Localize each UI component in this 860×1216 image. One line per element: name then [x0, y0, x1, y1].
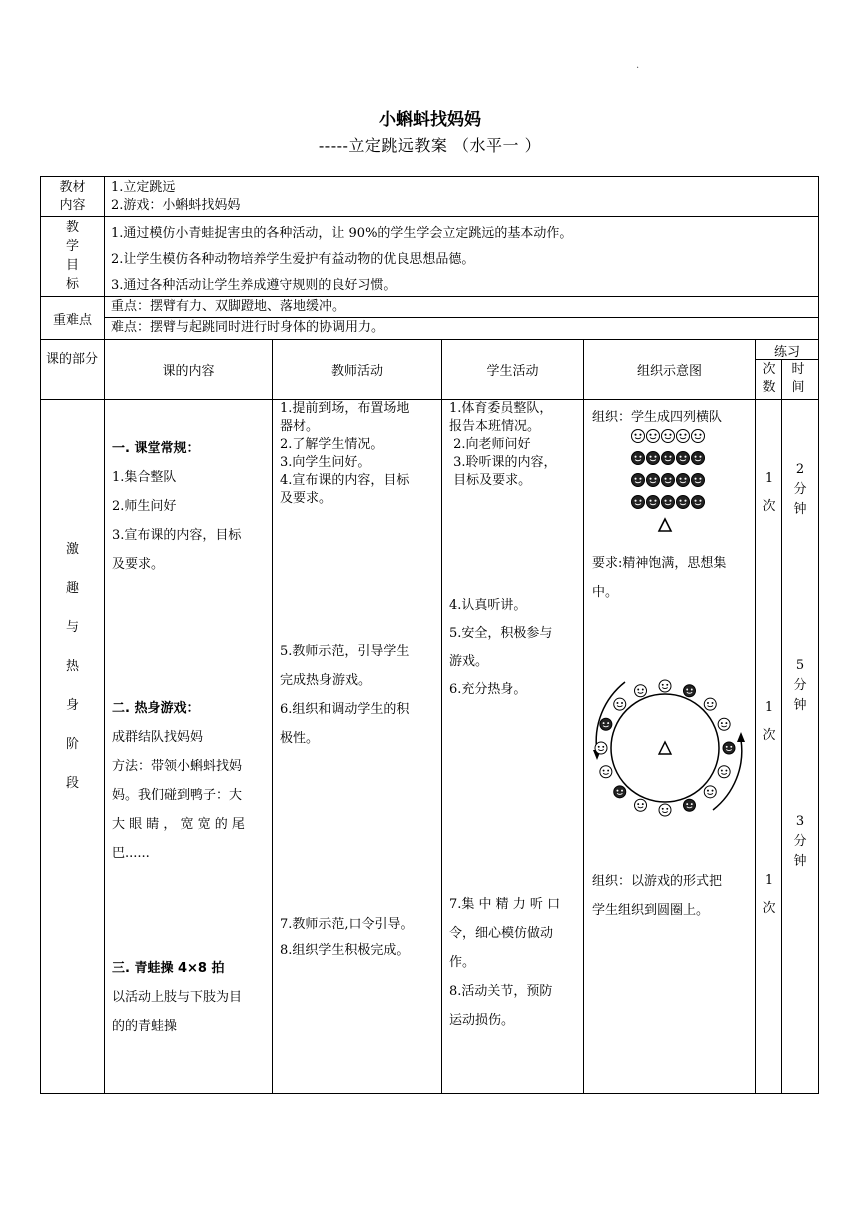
key-point: 重点：摆臂有力、双脚蹬地、落地缓冲。: [111, 299, 346, 314]
text-line: 方法：带领小蝌蚪找妈: [112, 759, 243, 774]
key-label: 重难点: [52, 313, 92, 328]
game-circle: [611, 694, 719, 802]
list-item: 2.游戏：小蝌蚪找妈妈: [111, 198, 241, 213]
text-line: 妈。我们碰到鸭子：大: [112, 788, 243, 803]
student-face-icon: [614, 698, 626, 710]
text-line: 的的青蛙操: [112, 1019, 178, 1034]
section-label: 激 趣 与 热 身 阶 段: [65, 542, 79, 791]
student-face-icon: [683, 799, 695, 811]
student-face-icon: [662, 474, 675, 487]
student-face-icon: [632, 452, 645, 465]
student-face-icon: [723, 742, 735, 754]
teacher-activities-3: 7.教师示范,口令引导。 8.组织学生积极完成。: [280, 917, 414, 958]
times-3: 1 次: [762, 873, 776, 916]
student-activities-3: 7.集 中 精 力 听 口 令，细心模仿做动 作。 8.活动关节，预防 运动损伤。: [449, 897, 561, 1028]
student-face-icon: [677, 452, 690, 465]
list-item: 2.师生问好: [112, 499, 177, 514]
student-face-icon: [659, 680, 671, 692]
student-face-icon: [632, 430, 645, 443]
student-face-icon: [647, 496, 660, 509]
page-subtitle: -----立定跳远教案 （水平一 ）: [318, 136, 542, 155]
student-face-icon: [692, 430, 705, 443]
student-face-icon: [677, 474, 690, 487]
student-face-icon: [704, 698, 716, 710]
diagram-requirement: 要求:精神饱满，思想集 中。: [592, 556, 727, 600]
text-line: 大 眼 睛 ， 宽 宽 的 尾: [112, 817, 245, 832]
student-face-icon: [692, 452, 705, 465]
student-face-icon: [632, 496, 645, 509]
student-face-icon: [635, 799, 647, 811]
student-face-icon: [692, 474, 705, 487]
teacher-triangle-icon: [659, 519, 671, 531]
content-section-3: [112, 954, 270, 1041]
diagram-org-1: 组织：学生成四列横队: [592, 410, 723, 425]
student-face-icon: [662, 452, 675, 465]
student-face-icon: [718, 766, 730, 778]
list-item: 1.通过模仿小青蛙捉害虫的各种活动，让 90%的学生学会立定跳远的基本动作。: [111, 226, 573, 241]
student-face-icon: [662, 496, 675, 509]
teacher-activities-2: 5.教师示范，引导学生 完成热身游戏。 6.组织和调动学生的积 极性。: [280, 644, 410, 746]
formation-diagram: [625, 425, 711, 537]
student-face-icon: [718, 718, 730, 730]
arrow-head-icon: [737, 732, 745, 742]
page-title: 小蝌蚪找妈妈: [379, 110, 481, 130]
header-teacher: 教师活动: [330, 364, 383, 379]
material-label: 教材 内容: [59, 180, 86, 213]
student-face-icon: [662, 430, 675, 443]
content-section-1: [112, 434, 270, 579]
header-diagram: 组织示意图: [636, 364, 702, 379]
circle-game-diagram: [585, 670, 755, 820]
student-face-icon: [647, 430, 660, 443]
teacher-triangle-icon: [659, 742, 671, 754]
section-title: 二. 热身游戏：: [112, 701, 200, 716]
duration-3: 3 分 钟: [793, 814, 807, 869]
list-item: 1.集合整队: [112, 470, 177, 485]
student-face-icon: [692, 496, 705, 509]
section-title: 一. 课堂常规：: [112, 441, 200, 456]
header-times: 次数: [762, 362, 776, 395]
text-line: 巴......: [112, 846, 150, 861]
student-face-icon: [659, 804, 671, 816]
material-items: [111, 179, 240, 215]
student-face-icon: [647, 452, 660, 465]
list-item: 3.宣布课的内容，目标: [112, 528, 242, 543]
header-practice: 练习: [773, 345, 800, 360]
header-student: 学生活动: [486, 364, 539, 379]
student-face-icon: [647, 474, 660, 487]
student-face-icon: [600, 718, 612, 730]
teacher-activities-1: 1.提前到场，布置场地 器材。 2.了解学生情况。 3.向学生问好。 4.宣布课的内容，目标 及要求。: [280, 401, 410, 506]
content-section-2: [112, 694, 270, 868]
student-face-icon: [683, 685, 695, 697]
list-item: 2.让学生模仿各种动物培养学生爱护有益动物的优良思想品德。: [111, 252, 475, 267]
student-face-icon: [600, 766, 612, 778]
header-dot: .: [636, 60, 640, 71]
student-face-icon: [704, 786, 716, 798]
duration-1: 2 分 钟: [793, 462, 807, 517]
list-item: 及要求。: [112, 557, 165, 572]
student-face-icon: [677, 496, 690, 509]
student-face-icon: [632, 474, 645, 487]
student-activities-1: 1.体育委员整队， 报告本班情况。 2.向老师问好 3.聆听课的内容， 目标及要求。: [449, 401, 557, 488]
student-face-icon: [595, 742, 607, 754]
times-1: 1 次: [762, 471, 776, 514]
header-duration: 时间: [791, 362, 805, 395]
student-activities-2: 4.认真听讲。 5.安全，积极参与 游戏。 6.充分热身。: [449, 598, 553, 697]
text-line: 以活动上肢与下肢为目: [112, 990, 243, 1005]
header-content: 课的内容: [162, 364, 215, 379]
goals-label: 教 学 目 标: [65, 220, 79, 292]
header-part: 课的部分: [45, 352, 98, 367]
diagram-org-2: 组织：以游戏的形式把 学生组织到圆圈上。: [592, 874, 723, 918]
times-2: 1 次: [762, 700, 776, 743]
student-face-icon: [614, 786, 626, 798]
section-title: 三. 青蛙操 4×8 拍: [112, 961, 225, 976]
text-line: 成群结队找妈妈: [112, 730, 204, 745]
duration-2: 5 分 钟: [793, 658, 807, 713]
list-item: 3.通过各种活动让学生养成遵守规则的良好习惯。: [111, 278, 397, 293]
difficult-point: 难点：摆臂与起跳同时进行时身体的协调用力。: [111, 320, 385, 335]
student-face-icon: [677, 430, 690, 443]
goals-items: [111, 221, 572, 299]
student-face-icon: [635, 685, 647, 697]
list-item: 1.立定跳远: [111, 180, 176, 195]
